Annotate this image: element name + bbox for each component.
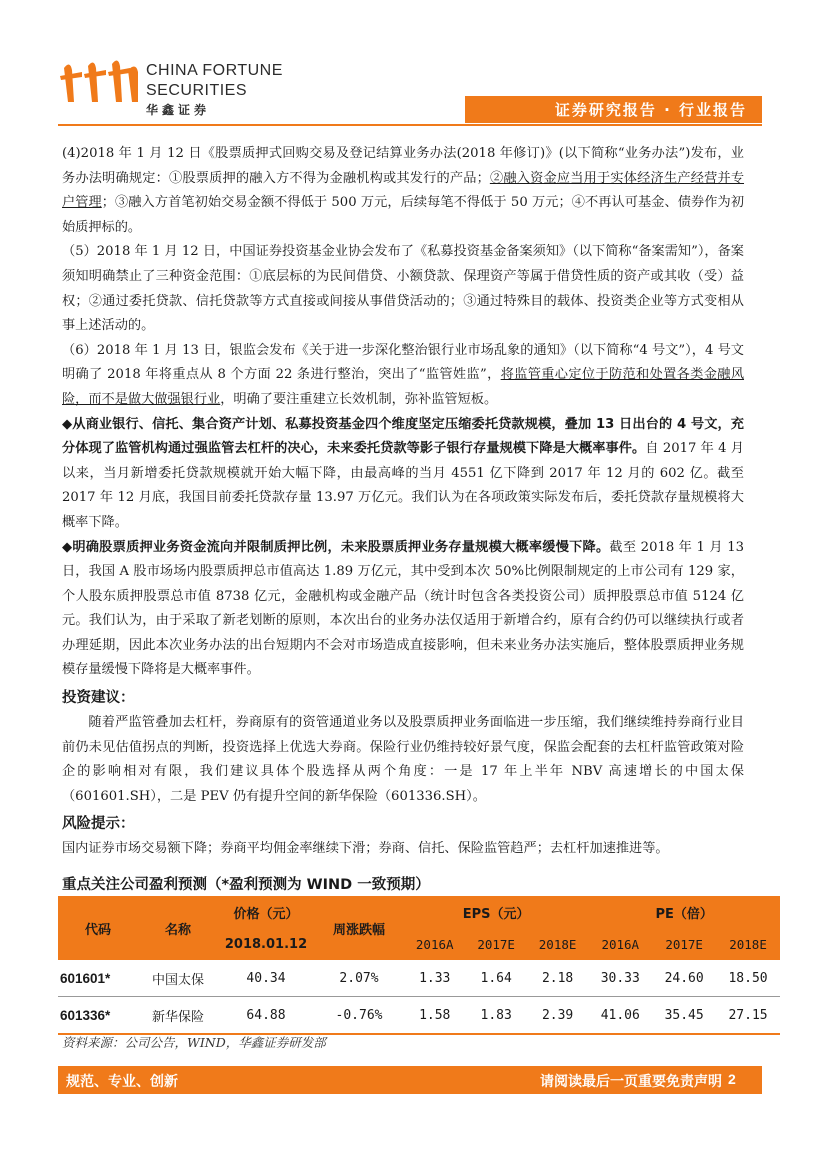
page-header bbox=[0, 0, 827, 130]
col-header-name: 名称 bbox=[138, 896, 218, 960]
table-row bbox=[58, 997, 780, 1035]
cell-value: 1.64 bbox=[465, 960, 526, 997]
investment-advice-heading: 投资建议： bbox=[62, 690, 135, 707]
cell-value: 30.33 bbox=[588, 960, 652, 997]
col-header-eps: EPS（元） bbox=[404, 896, 588, 928]
col-header-year: 2017E bbox=[652, 928, 716, 960]
paragraph-text: ，明确了要注重建立长效机制，弥补监管短板。 bbox=[220, 391, 498, 407]
bullet-headline: ◆从商业银行、信托、集合资产计划、私募投资基金四个维度坚定压缩委托贷款规模，叠加 13 日出台的 4 号文，充分体现了监管机构通过强监管去杠杆的决心，未来委托贷款等影子银行存量规模下降是大概率事件。 bbox=[62, 416, 744, 457]
cell-value: 41.06 bbox=[588, 997, 652, 1035]
underlined-text: 将监管重心定位于防范和处置各类金融风险，而不是做大做强银行业 bbox=[62, 367, 745, 407]
col-header-year: 2018E bbox=[527, 928, 588, 960]
cell-price: 40.34 bbox=[218, 960, 314, 997]
company-logo-icon bbox=[58, 58, 144, 104]
cell-price: 64.88 bbox=[218, 997, 314, 1035]
cell-value: 24.60 bbox=[652, 960, 716, 997]
risk-text: 国内证券市场交易额下降；券商平均佣金率继续下滑；券商、信托、保险监管趋严；去杠杆加速推进等。 bbox=[62, 841, 669, 857]
cell-code: 601336* bbox=[58, 997, 138, 1035]
cell-value: 18.50 bbox=[716, 960, 780, 997]
cell-value: 2.18 bbox=[527, 960, 588, 997]
report-body bbox=[62, 142, 744, 862]
investment-advice-text: 随着严监管叠加去杠杆，券商原有的资管通道业务以及股票质押业务面临进一步压缩，我们继续维持券商行业目前仍未见估值拐点的判断，投资选择上优选大券商。保险行业仍维持较好景气度，保监会配套的去杠杆监管政策对险企的影响相对有限，我们建议具体个股选择从两个角度：一是 17 年上半年 NBV 高速增长的中国太保（601601.SH），二是 PEV 仍有提升空间的新华保险（601336.SH）。 bbox=[62, 715, 744, 804]
cell-value: 1.58 bbox=[404, 997, 465, 1035]
cell-change: 2.07% bbox=[314, 960, 404, 997]
brand-name-en-line1: CHINA FORTUNE bbox=[146, 62, 283, 79]
brand-name-en-line2: SECURITIES bbox=[146, 82, 248, 99]
paragraph-text: ；③融入方首笔初始交易金额不得低于 500 万元，后续每笔不得低于 50 万元；④不再认可基金、债券作为初始质押标的。 bbox=[62, 195, 745, 235]
bullet-text: 自 2017 年 4 月以来，当月新增委托贷款规模就开始大幅下降，由最高峰的当月 4551 亿下降到 2017 年 12 月的 602 亿。截至 2017 年 12 月底，我国目前委托贷款存量 13.97 万亿元。我们认为在各项政策实际发布后，委托贷款存量规模将大概率下降。 bbox=[62, 441, 744, 530]
paragraph-text: （6）2018 年 1 月 13 日，银监会发布《关于进一步深化整治银行业市场乱象的通知》（以下简称“4 号文”），4 号文明确了 2018 年将重点从 8 个方面 22 条进行整治，突出了“监管姓监”， bbox=[62, 342, 744, 383]
table-row bbox=[58, 960, 780, 997]
cell-value: 1.83 bbox=[465, 997, 526, 1035]
paragraph-item-4 bbox=[62, 142, 744, 240]
cell-value: 27.15 bbox=[716, 997, 780, 1035]
col-header-pe: PE（倍） bbox=[588, 896, 780, 928]
bullet-entrusted-loans bbox=[62, 413, 744, 536]
col-header-year: 2016A bbox=[588, 928, 652, 960]
forecast-table bbox=[58, 896, 780, 1035]
col-header-code: 代码 bbox=[58, 896, 138, 960]
cell-code: 601601* bbox=[58, 960, 138, 997]
page-number: 2 bbox=[728, 1071, 736, 1087]
brand-name-cn: 华鑫证券 bbox=[146, 103, 211, 117]
table-source-note: 资料来源：公司公告，WIND，华鑫证券研发部 bbox=[62, 1035, 326, 1050]
footer-disclaimer-link[interactable]: 请阅读最后一页重要免责声明 bbox=[540, 1074, 722, 1090]
cell-change: -0.76% bbox=[314, 997, 404, 1035]
forecast-table-title: 重点关注公司盈利预测（*盈利预测为 WIND 一致预期） bbox=[62, 877, 430, 893]
cell-value: 35.45 bbox=[652, 997, 716, 1035]
cell-name: 中国太保 bbox=[138, 960, 218, 997]
col-header-year: 2016A bbox=[404, 928, 465, 960]
cell-value: 2.39 bbox=[527, 997, 588, 1035]
cell-name: 新华保险 bbox=[138, 997, 218, 1035]
header-divider bbox=[58, 124, 762, 126]
bullet-stock-pledge bbox=[62, 536, 744, 684]
paragraph-item-5: （5）2018 年 1 月 12 日，中国证券投资基金业协会发布了《私募投资基金备案须知》（以下简称“备案需知”），备案须知明确禁止了三种资金范围：①底层标的为民间借贷、小额贷款、保理资产等属于借贷性质的资产或其收（受）益权；②通过委托贷款、信托贷款等方式直接或间接从事借贷活动的；③通过特殊目的载体、投资类企业等方式变相从事上述活动的。 bbox=[62, 244, 744, 334]
bullet-text: 截至 2018 年 1 月 13 日，我国 A 股市场场内股票质押总市值高达 1.89 万亿元，其中受到本次 50%比例限制规定的上市公司有 129 家，个人股东质押股票总市值 8738 亿元，金融机构或金融产品（统计时包含各类投资公司）质押股票总市值 5124 亿元。我们认为，由于采取了新老划断的原则，本次出台的业务办法仅适用于新增合约，原有合约仍可以继续执行或者办理延期，因此本次业务办法的出台短期内不会对市场造成直接影响，但未来业务办法实施后，整体股票质押业务规模存量缓慢下降将是大概率事件。 bbox=[62, 539, 744, 678]
paragraph-text: (4)2018 年 1 月 12 日《股票质押式回购交易及登记结算业务办法(2018 年修订)》(以下简称“业务办法”)发布，业务办法明确规定：①股票质押的融入方不得为金融机构或其发行的产品； bbox=[62, 146, 744, 186]
col-header-year: 2017E bbox=[465, 928, 526, 960]
col-header-date: 2018.01.12 bbox=[218, 928, 314, 960]
underlined-text: ②融入资金应当用于实体经济生产经营并专户管理 bbox=[62, 170, 745, 211]
paragraph-item-6 bbox=[62, 339, 744, 413]
report-type-title: 证券研究报告 · 行业报告 bbox=[554, 101, 747, 119]
col-header-change: 周涨跌幅 bbox=[314, 896, 404, 960]
col-header-year: 2018E bbox=[716, 928, 780, 960]
bullet-headline: ◆明确股票质押业务资金流向并限制质押比例，未来股票质押业务存量规模大概率缓慢下降。 bbox=[62, 539, 610, 555]
col-header-price: 价格（元） bbox=[218, 896, 314, 928]
footer-slogan: 规范、专业、创新 bbox=[66, 1074, 178, 1090]
risk-heading: 风险提示： bbox=[62, 816, 135, 833]
cell-value: 1.33 bbox=[404, 960, 465, 997]
